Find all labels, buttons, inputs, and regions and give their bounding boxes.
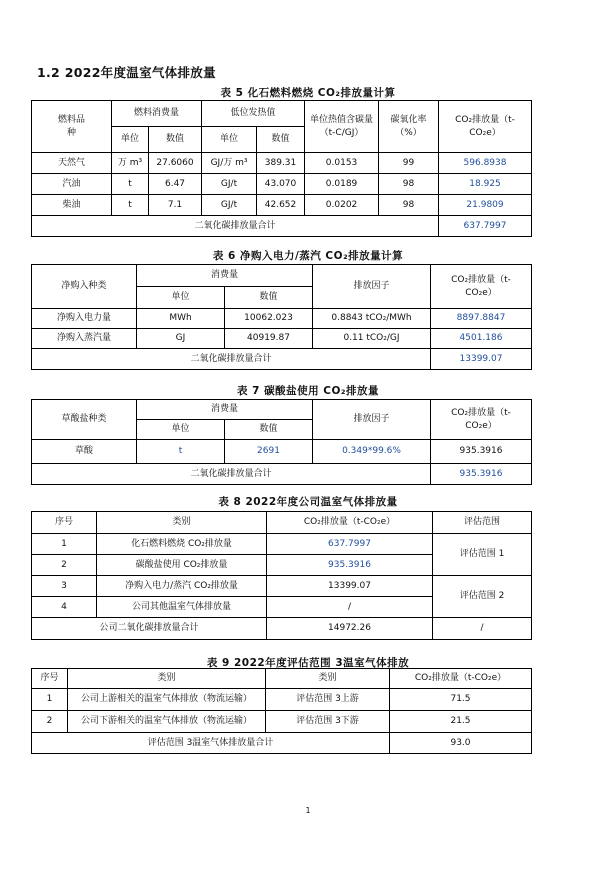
- t7-emission: 935.3916: [431, 440, 532, 464]
- t8-scope2: 评估范围 2: [433, 576, 532, 618]
- table-total-row: [32, 216, 532, 237]
- t9-total-label: 评估范围 3温室气体排放量合计: [32, 733, 390, 754]
- section-heading: 1.2 2022年度温室气体排放量: [37, 65, 216, 80]
- t5-emission: 596.8938: [439, 153, 532, 174]
- table6: [31, 264, 532, 370]
- t8-total-scope: /: [433, 618, 532, 640]
- t7-h-emission: CO₂排放量（t-CO₂e）: [431, 400, 532, 440]
- t8-h-category: 类别: [97, 512, 267, 534]
- table-row: [32, 309, 532, 329]
- t6-h-factor: 排放因子: [313, 265, 431, 309]
- t5-total-label: 二氧化碳排放量合计: [32, 216, 439, 237]
- t6-unit: GJ: [137, 329, 225, 349]
- t5-unit: 万 m³: [112, 153, 149, 174]
- t6-h-unit: 单位: [137, 287, 225, 309]
- t6-factor: 0.8843 tCO₂/MWh: [313, 309, 431, 329]
- table-row: [32, 534, 532, 555]
- t7-h-unit: 单位: [137, 420, 225, 440]
- t6-h-emission: CO₂排放量（t-CO₂e）: [431, 265, 532, 309]
- t8-no: 4: [32, 597, 97, 618]
- t7-total-label: 二氧化碳排放量合计: [32, 464, 431, 485]
- table-row: [32, 576, 532, 597]
- t8-category: 公司其他温室气体排放量: [97, 597, 267, 618]
- t5-h-ncv-value: 数值: [257, 127, 305, 153]
- t9-no: 2: [32, 711, 68, 733]
- t5-ncv: 43.070: [257, 174, 305, 195]
- t8-h-emission: CO₂排放量（t-CO₂e）: [267, 512, 433, 534]
- t6-total-label: 二氧化碳排放量合计: [32, 349, 431, 370]
- t5-fuel: 柴油: [32, 195, 112, 216]
- t5-value: 7.1: [149, 195, 202, 216]
- table-row: [32, 329, 532, 349]
- table-row: [32, 711, 532, 733]
- t8-h-scope: 评估范围: [433, 512, 532, 534]
- t8-category: 碳酸盐使用 CO₂排放量: [97, 555, 267, 576]
- t7-total: 935.3916: [431, 464, 532, 485]
- t6-type: 净购入蒸汽量: [32, 329, 137, 349]
- t5-fuel: 汽油: [32, 174, 112, 195]
- table-total-row: [32, 464, 532, 485]
- t9-total: 93.0: [390, 733, 532, 754]
- t9-no: 1: [32, 689, 68, 711]
- table5: [31, 100, 532, 237]
- t6-h-type: 净购入种类: [32, 265, 137, 309]
- t6-type: 净购入电力量: [32, 309, 137, 329]
- table9-caption: 表 9 2022年度评估范围 3温室气体排放: [206, 657, 410, 669]
- t8-total: 14972.26: [267, 618, 433, 640]
- t5-value: 6.47: [149, 174, 202, 195]
- t7-h-consumption: 消费量: [137, 400, 313, 420]
- t6-factor: 0.11 tCO₂/GJ: [313, 329, 431, 349]
- t7-h-value: 数值: [225, 420, 313, 440]
- table-total-row: [32, 618, 532, 640]
- t5-ncv-unit: GJ/万 m³: [202, 153, 257, 174]
- t5-unit: t: [112, 195, 149, 216]
- t5-ncv: 42.652: [257, 195, 305, 216]
- t6-emission: 8897.8847: [431, 309, 532, 329]
- page-number: 1: [305, 806, 311, 815]
- t5-ncv-unit: GJ/t: [202, 174, 257, 195]
- t7-unit: t: [137, 440, 225, 464]
- table8: [31, 511, 532, 640]
- t8-category: 化石燃料燃烧 CO₂排放量: [97, 534, 267, 555]
- t7-type: 草酸: [32, 440, 137, 464]
- t6-total: 13399.07: [431, 349, 532, 370]
- t6-value: 40919.87: [225, 329, 313, 349]
- t5-h-unit: 单位: [112, 127, 149, 153]
- table-row: [32, 153, 532, 174]
- t9-subcategory: 评估范围 3上游: [266, 689, 390, 711]
- t6-unit: MWh: [137, 309, 225, 329]
- t5-fuel: 天然气: [32, 153, 112, 174]
- table-total-row: [32, 349, 532, 370]
- t5-carbon: 0.0153: [305, 153, 379, 174]
- table-row: [32, 195, 532, 216]
- t5-h-fuel: 燃料品种: [32, 101, 112, 153]
- t9-h-emission: CO₂排放量（t-CO₂e）: [390, 669, 532, 689]
- t5-h-ncv-unit: 单位: [202, 127, 257, 153]
- t6-value: 10062.023: [225, 309, 313, 329]
- table5-caption: 表 5 化石燃料燃烧 CO₂排放量计算: [220, 87, 396, 99]
- table8-caption: 表 8 2022年度公司温室气体排放量: [218, 496, 398, 508]
- t5-total: 637.7997: [439, 216, 532, 237]
- t8-total-label: 公司二氧化碳排放量合计: [32, 618, 267, 640]
- t5-carbon: 0.0202: [305, 195, 379, 216]
- t6-h-value: 数值: [225, 287, 313, 309]
- table-total-row: [32, 733, 532, 754]
- t8-no: 2: [32, 555, 97, 576]
- t8-no: 3: [32, 576, 97, 597]
- t8-emission: 935.3916: [267, 555, 433, 576]
- t9-h-no: 序号: [32, 669, 68, 689]
- t5-emission: 18.925: [439, 174, 532, 195]
- t5-oxidation: 99: [379, 153, 439, 174]
- t8-emission: 637.7997: [267, 534, 433, 555]
- t8-scope1: 评估范围 1: [433, 534, 532, 576]
- t5-oxidation: 98: [379, 174, 439, 195]
- t6-h-consumption: 消费量: [137, 265, 313, 287]
- table7: [31, 399, 532, 485]
- t5-unit: t: [112, 174, 149, 195]
- t9-h-category: 类别: [68, 669, 266, 689]
- t5-ncv: 389.31: [257, 153, 305, 174]
- t5-h-value: 数值: [149, 127, 202, 153]
- t7-h-factor: 排放因子: [313, 400, 431, 440]
- t5-value: 27.6060: [149, 153, 202, 174]
- t9-category: 公司上游相关的温室气体排放（物流运输）: [68, 689, 266, 711]
- t5-emission: 21.9809: [439, 195, 532, 216]
- t5-carbon: 0.0189: [305, 174, 379, 195]
- t8-emission: 13399.07: [267, 576, 433, 597]
- table-row: [32, 174, 532, 195]
- t9-category: 公司下游相关的温室气体排放（物流运输）: [68, 711, 266, 733]
- table-row: [32, 689, 532, 711]
- t9-h-subcategory: 类别: [266, 669, 390, 689]
- t5-h-emission: CO₂排放量（t-CO₂e）: [439, 101, 532, 153]
- t8-no: 1: [32, 534, 97, 555]
- t8-h-no: 序号: [32, 512, 97, 534]
- t7-factor: 0.349*99.6%: [313, 440, 431, 464]
- t8-emission: /: [267, 597, 433, 618]
- t6-emission: 4501.186: [431, 329, 532, 349]
- t9-subcategory: 评估范围 3下游: [266, 711, 390, 733]
- t8-category: 净购入电力/蒸汽 CO₂排放量: [97, 576, 267, 597]
- t5-h-carbon: 单位热值含碳量（t-C/GJ）: [305, 101, 379, 153]
- t9-emission: 71.5: [390, 689, 532, 711]
- t5-ncv-unit: GJ/t: [202, 195, 257, 216]
- t5-oxidation: 98: [379, 195, 439, 216]
- t7-h-type: 草酸盐种类: [32, 400, 137, 440]
- table6-caption: 表 6 净购入电力/蒸汽 CO₂排放量计算: [212, 250, 404, 262]
- table-row: [32, 440, 532, 464]
- table7-caption: 表 7 碳酸盐使用 CO₂排放量: [236, 385, 379, 397]
- t7-value: 2691: [225, 440, 313, 464]
- t5-h-ncv: 低位发热值: [202, 101, 305, 127]
- t5-h-oxidation: 碳氧化率（%）: [379, 101, 439, 153]
- t9-emission: 21.5: [390, 711, 532, 733]
- table9: [31, 668, 532, 754]
- t5-h-consumption: 燃料消费量: [112, 101, 202, 127]
